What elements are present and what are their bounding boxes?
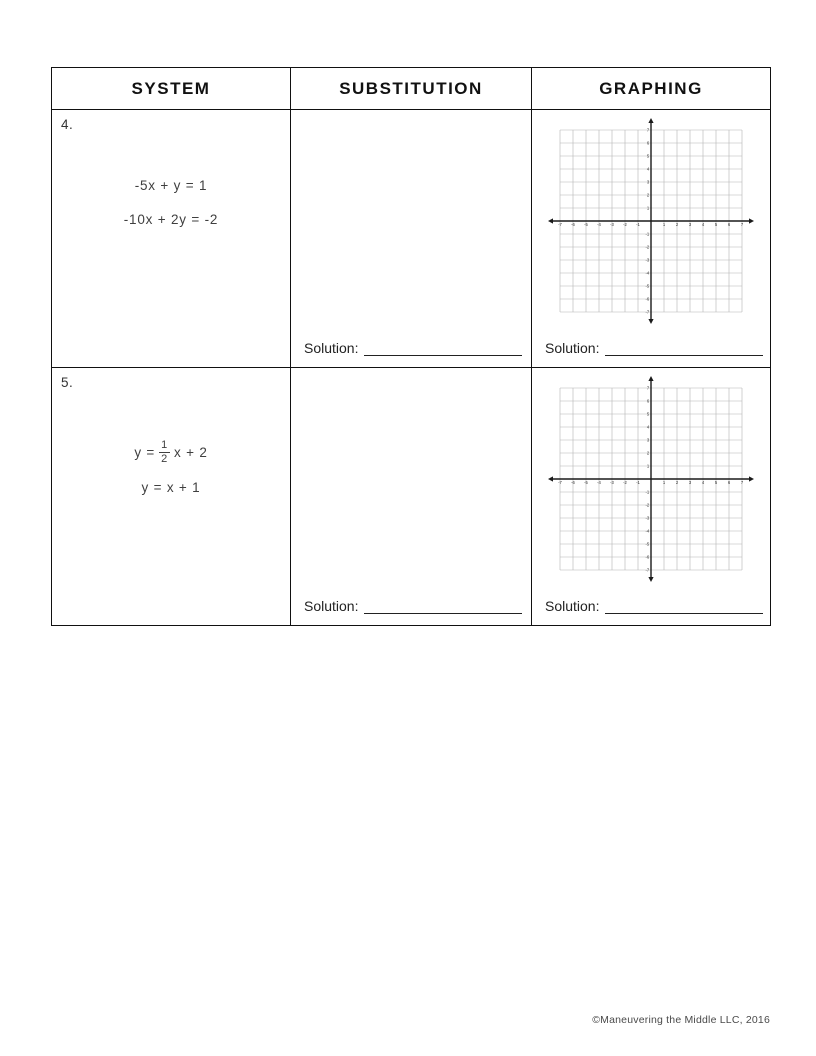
svg-text:7: 7	[646, 127, 650, 133]
problem-number: 4.	[61, 117, 74, 132]
equation-2: -10x + 2y = -2	[123, 212, 219, 227]
svg-text:1: 1	[646, 463, 650, 469]
svg-text:-2: -2	[623, 222, 627, 228]
svg-text:-1: -1	[645, 489, 650, 495]
grid-container	[532, 371, 770, 587]
svg-text:-6: -6	[571, 222, 575, 228]
system-equations	[52, 440, 290, 495]
svg-text:2: 2	[646, 450, 650, 456]
fraction	[159, 440, 170, 465]
solution-label: Solution:	[545, 598, 600, 614]
svg-text:5: 5	[646, 411, 650, 417]
problem-row-5	[52, 368, 771, 626]
svg-text:4: 4	[646, 424, 650, 430]
svg-text:4: 4	[701, 480, 705, 486]
svg-text:-7: -7	[645, 567, 650, 573]
svg-text:7: 7	[740, 222, 744, 228]
svg-text:-6: -6	[571, 480, 575, 486]
svg-text:-3: -3	[645, 515, 650, 521]
svg-text:-3: -3	[610, 222, 614, 228]
svg-text:4: 4	[701, 222, 705, 228]
equation-prefix: y =	[134, 445, 156, 460]
svg-text:6: 6	[646, 140, 650, 146]
solution-blank	[364, 341, 522, 356]
solution-row	[545, 340, 763, 356]
system-cell-4	[52, 110, 291, 368]
equation-suffix: x + 2	[174, 445, 208, 460]
substitution-cell-4	[291, 110, 532, 368]
svg-text:-5: -5	[645, 541, 650, 547]
copyright-footer: ©Maneuvering the Middle LLC, 2016	[592, 1014, 770, 1026]
svg-text:-6: -6	[645, 296, 650, 302]
graphing-cell-4	[532, 110, 771, 368]
svg-text:-2: -2	[645, 244, 650, 250]
svg-text:3: 3	[688, 222, 692, 228]
grid-container	[532, 113, 770, 329]
equation-1	[134, 440, 207, 465]
svg-text:3: 3	[646, 437, 650, 443]
svg-text:7: 7	[740, 480, 744, 486]
svg-text:-3: -3	[610, 480, 614, 486]
svg-text:2: 2	[675, 222, 679, 228]
svg-text:-1: -1	[636, 480, 640, 486]
header-substitution: SUBSTITUTION	[291, 68, 532, 110]
svg-text:-5: -5	[584, 480, 588, 486]
solution-blank	[605, 341, 763, 356]
svg-text:-1: -1	[645, 231, 650, 237]
coordinate-grid	[543, 371, 759, 587]
solution-row	[304, 598, 522, 614]
svg-text:5: 5	[714, 480, 718, 486]
equation-2: y = x + 1	[141, 480, 201, 495]
fraction-numerator: 1	[161, 439, 169, 451]
svg-text:1: 1	[662, 480, 666, 486]
equation-1: -5x + y = 1	[134, 178, 208, 193]
svg-text:-4: -4	[645, 270, 650, 276]
svg-text:-3: -3	[645, 257, 650, 263]
svg-text:3: 3	[646, 179, 650, 185]
svg-text:-1: -1	[636, 222, 640, 228]
svg-text:-7: -7	[645, 309, 650, 315]
svg-text:-7: -7	[558, 480, 562, 486]
fraction-denominator: 2	[161, 453, 169, 465]
svg-text:6: 6	[727, 222, 731, 228]
svg-text:-4: -4	[597, 222, 601, 228]
solution-label: Solution:	[304, 340, 359, 356]
coordinate-grid	[543, 113, 759, 329]
header-row	[52, 68, 771, 110]
solution-row	[545, 598, 763, 614]
svg-text:-6: -6	[645, 554, 650, 560]
solution-blank	[364, 599, 522, 614]
svg-text:-4: -4	[645, 528, 650, 534]
solution-blank	[605, 599, 763, 614]
svg-text:-7: -7	[558, 222, 562, 228]
svg-text:3: 3	[688, 480, 692, 486]
header-system: SYSTEM	[52, 68, 291, 110]
system-cell-5	[52, 368, 291, 626]
svg-text:2: 2	[646, 192, 650, 198]
solution-label: Solution:	[545, 340, 600, 356]
svg-text:1: 1	[646, 205, 650, 211]
solution-row	[304, 340, 522, 356]
worksheet-table	[51, 67, 771, 626]
problem-row-4	[52, 110, 771, 368]
svg-text:1: 1	[662, 222, 666, 228]
header-graphing: GRAPHING	[532, 68, 771, 110]
svg-text:-2: -2	[623, 480, 627, 486]
graphing-cell-5	[532, 368, 771, 626]
system-equations	[52, 178, 290, 227]
svg-text:-2: -2	[645, 502, 650, 508]
svg-text:-5: -5	[645, 283, 650, 289]
svg-text:6: 6	[646, 398, 650, 404]
svg-text:7: 7	[646, 385, 650, 391]
svg-text:-5: -5	[584, 222, 588, 228]
svg-text:2: 2	[675, 480, 679, 486]
svg-text:-4: -4	[597, 480, 601, 486]
problem-number: 5.	[61, 375, 74, 390]
svg-text:6: 6	[727, 480, 731, 486]
svg-text:5: 5	[714, 222, 718, 228]
solution-label: Solution:	[304, 598, 359, 614]
svg-text:5: 5	[646, 153, 650, 159]
substitution-cell-5	[291, 368, 532, 626]
svg-text:4: 4	[646, 166, 650, 172]
